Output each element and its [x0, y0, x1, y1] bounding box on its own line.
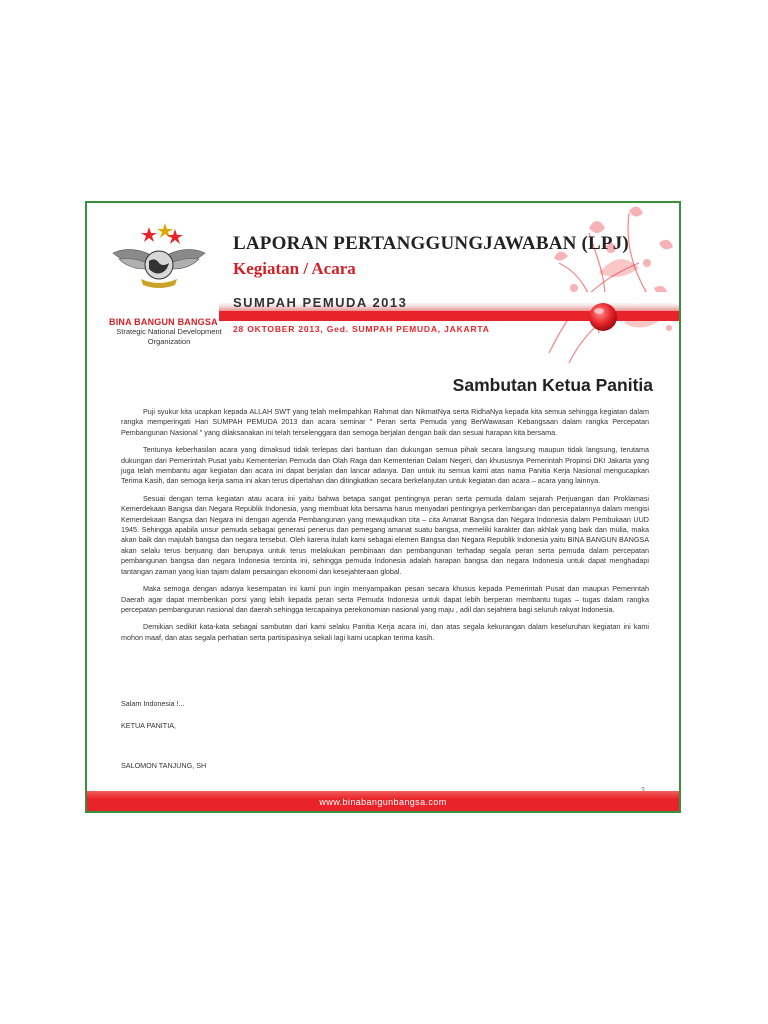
org-sub-line1: Strategic National Development	[116, 327, 222, 336]
body-text	[121, 407, 649, 650]
closing-greeting: Salam Indonesia !...	[121, 699, 185, 708]
paragraph: Demikian sedikit kata-kata sebagai sambutan dari kami selaku Panitia Kerja acara ini, dan atas segala kekurangan dalam keseluruhan kegiatan ini kami mohon maaf, dan atas segala perhatian serta partisipasinya sekali lagi kami ucapkan terima kasih.	[121, 622, 649, 642]
org-sub-line2: Organization	[147, 336, 191, 346]
report-subtitle: Kegiatan / Acara	[233, 259, 356, 278]
section-title: Sambutan Ketua Panitia	[452, 375, 653, 395]
paragraph: Puji syukur kita ucapkan kepada ALLAH SWT yang telah melimpahkan Rahmat dan NikmatNya serta RidhaNya kepada kita semua sehingga kegiatan dalam rangka memperingati Hari SUMPAH PEMUDA 2013 dan acara seminar " Peran serta Pemuda yang BerWawasan Kebangsaan dalam rangka Percepatan Pembangunan Nasional " yang dilaksanakan ini telah terselenggara dan semoga berjalan dengan baik dan sesuai harapan kita bersama.	[121, 407, 649, 437]
paragraph: Tentunya keberhasilan acara yang dimaksud tidak terlepas dari bantuan dan dukungan semua pihak secara langsung maupun tidak langsung, terutama dukungan dari Pemerintah Pusat yaitu Kementerian Pemuda dan Olah Raga dan Kementerian Dalam Negeri, dan khususnya Pemerintah Propinsi DKI Jakarta yang juga telah membantu agar kegiatan dan acara ini dapat berjalan dan lancar adanya. Dan untuk itu semua kami atas nama Panitia Kerja Nasional mengucapkan Terima Kasih, dan semoga kerja sama ini akan terus dipertahan dan ditingkatkan secara berkelanjutan untuk kegiatan dan acara – acara yang lainnya.	[121, 445, 649, 486]
orb-icon	[587, 301, 619, 333]
signatory-name: SALOMON TANJUNG, SH	[121, 761, 207, 770]
closing-role: KETUA PANITIA,	[121, 721, 176, 730]
org-name: BINA BANGUN BANGSA	[109, 317, 218, 327]
footer-url[interactable]: www.binabangunbangsa.com	[319, 797, 447, 807]
report-title: LAPORAN PERTANGGUNGJAWABAN (LPJ)	[233, 233, 629, 254]
org-logo	[109, 223, 222, 346]
paragraph: Sesuai dengan tema kegiatan atau acara ini yaitu bahwa betapa sangat pentingnya peran serta pemuda dalam sejarah Perjuangan dan Proklamasi Kemerdekaan Bangsa dan Negara Republik Indonesia, yang membuat kita bersama harus menyadari pentingnya perkembangan dan percepatannya dalam mengisi Kemerdekaan Bangsa dan Negara ini dengan agenda Pembangunan yang mewujudkan cita – cita Amanat Bangsa dan Negara Indonesia dalam Pembukaan UUD 1945. Sehingga apabila unsur pemuda sebagai generasi penerus dan pemegang amanat suatu bangsa, memeliki karakter dan akhlak yang baik dan mulia, maka akan baik dan majulah bangsa dan negara tersebut. Oleh karena itulah kami sebagai elemen Bangsa dan Negara Republik Indonesia yaitu BINA BANGUN BANGSA akan selalu terus berjuang dan berupaya untuk terus melakukan pembinaan dan pembangunan terhadap segala peran serta pemuda dalam percepatan pembangunan bangsa dan negara Indonesia tercinta ini, sehingga pemuda Indonesia adalah harapan bangsa dan negara Indonesia untuk dapat menghadapi tantangan zaman yang kian tajam dalam persaingan ekonomi dan kesejahteraan global.	[121, 493, 649, 576]
paragraph: Maka semoga dengan adanya kesempatan ini kami pun ingin menyampaikan pesan secara khusus kepada Pemerintah Pusat dan maupun Pemerintah Daerah agar dapat memberikan porsi yang lebih kepada peran serta Pemuda Indonesia untuk dapat lebih berperan membantu tugas – tugas dalam rangka percepatan pembangunan nasional dan daerah sehingga tercapainya perekonomian nasional yang maju , adil dan sejahtera bagi seluruh rakyat Indonesia.	[121, 584, 649, 614]
winged-globe-icon	[111, 223, 207, 293]
event-name: SUMPAH PEMUDA 2013	[233, 295, 408, 310]
event-date: 28 OKTOBER 2013, Ged. SUMPAH PEMUDA, JAKARTA	[233, 324, 490, 334]
footer-bar	[87, 791, 679, 811]
floral-decoration	[529, 203, 679, 373]
document-page	[85, 201, 681, 813]
org-subtitle	[109, 327, 229, 346]
